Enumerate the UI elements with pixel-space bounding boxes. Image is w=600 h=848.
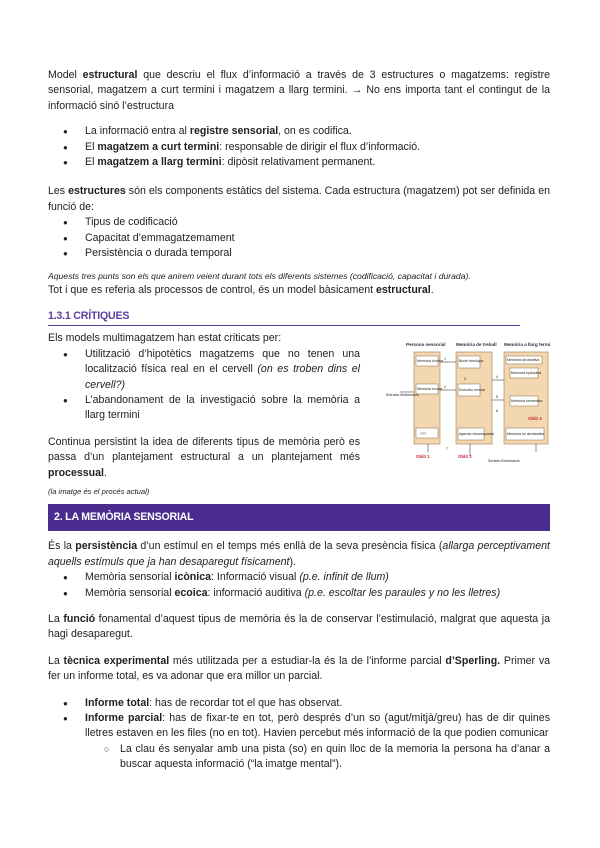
svg-text:Oblit 3: Oblit 3 [528, 416, 542, 421]
svg-text:Agenda visuoespacial: Agenda visuoespacial [459, 432, 494, 436]
svg-text:6: 6 [496, 409, 498, 413]
list-item: ● Capacitat d’emmagatzemament [48, 231, 550, 246]
list-item: ● Informe parcial: has de fixar-te en tot, però després d’un so (agut/mitjà/greu) has de dir quines lletres estaven en les files (no en tot). Havien percebut més informació de la que podien comunicar [48, 711, 550, 742]
critiques-intro: Els models multimagatzem han estat criticats per: [48, 332, 282, 345]
svg-text:Memòria ecoica: Memòria ecoica [417, 387, 443, 391]
list-item: ● Utilització d’hipotètics magatzems que no tenen una localització física real en el cervell (on es troben dins el cervell?) [48, 347, 360, 393]
svg-text:Bucle fonològic: Bucle fonològic [459, 359, 484, 363]
svg-text:Executiu central: Executiu central [459, 388, 485, 392]
critiques-continue: Continua persistint la idea de diferents tipus de memòria però es passa d’un plantejament estructural a un plantejament més processual. [48, 435, 360, 479]
svg-text:Entrada d'informació: Entrada d'informació [386, 393, 419, 397]
svg-text:???: ??? [420, 432, 426, 436]
svg-text:Oblit 1: Oblit 1 [416, 454, 430, 459]
svg-text:Memòria no declarativa: Memòria no declarativa [507, 432, 545, 436]
svg-text:Memòria declarativa: Memòria declarativa [507, 358, 540, 362]
svg-text:2: 2 [444, 385, 446, 389]
list-item: ● La informació entra al registre sensorial, on es codifica. [48, 124, 550, 139]
list-item: ● Memòria sensorial icònica: Informació visual (p.e. infinit de llum) [48, 570, 550, 585]
function-paragraph: La funció fonamental d’aquest tipus de memòria és la de conservar l’estimulació, malgrat que aquesta ja hagi desaparegut. [48, 612, 550, 641]
list-item: ● Informe total: has de recordar tot el que has observat. [48, 696, 550, 711]
structures-paragraph: Les estructures són els components estàtics del sistema. Cada estructura (magatzem) pot ser definida en funció de: [48, 185, 550, 213]
critiques-list [48, 347, 360, 424]
memory-model-diagram [386, 340, 550, 468]
list-item: ● Tipus de codificació [48, 215, 550, 230]
list-item: ● Memòria sensorial ecoica: informació auditiva (p.e. escoltar les paraules y no les lletres) [48, 586, 550, 601]
list-item: ○ La clau és senyalar amb una pista (so) en quin lloc de la memoria la persona ha d’anar a buscar aquesta informació (“la imatge mental”). [48, 742, 550, 773]
image-note: (la imatge és el procés actual) [48, 486, 150, 496]
sensorial-types-list [48, 570, 550, 601]
svg-text:7: 7 [446, 447, 448, 451]
critiques-column [48, 331, 360, 498]
list-item: ● El magatzem a curt termini: responsable de dirigir el flux d’informació. [48, 140, 550, 155]
technique-paragraph: La tècnica experimental més utilitzada per a estudiar-la és la de l’informe parcial d’Sperling. Primer va fer un informe total, es va adonar que era millor un parcial. [48, 654, 551, 683]
diagram-col1-label: Persona sensorial [406, 342, 446, 347]
structure-criteria-list [48, 215, 550, 261]
svg-text:4: 4 [496, 375, 498, 379]
document-page [48, 68, 550, 773]
sub-list [48, 742, 550, 773]
diagram-col2-label: Memòria de treball [456, 342, 497, 347]
stores-list [48, 124, 550, 170]
svg-text:Oblit 2: Oblit 2 [458, 454, 472, 459]
list-item: ● L’abandonament de la investigació sobre la memòria a llarg termini [48, 393, 360, 424]
diagram-col3-label: Memòria a llarg termini [504, 342, 550, 347]
svg-text:Memòria icònica: Memòria icònica [417, 359, 444, 363]
svg-text:3: 3 [464, 377, 466, 381]
section-heading-sensorial: 2. LA MEMÒRIA SENSORIAL [48, 504, 550, 531]
intro-paragraph: Model estructural que descriu el flux d’informació a través de 3 estructures o magatzems: registre sensorial, magatzem a curt termini i magatzem a llarg termini. → No ens importa tant el contingut de la informació sinó l’estructura [48, 69, 550, 112]
section-heading-critiques: 1.3.1 CRÍTIQUES [48, 309, 520, 326]
note-three-points: Aquests tres punts son els que anirem veient durant tots els diferents sistemes (codificació, capacitat i durada). [48, 271, 471, 282]
reports-list [48, 696, 550, 742]
persistence-paragraph: És la persistència d’un estímul en el temps més enllà de la seva presència física (allarga perceptivament aquells estímuls que ja han desaparegut físicament). [48, 540, 550, 568]
svg-text:Sortida d'informació: Sortida d'informació [488, 459, 520, 463]
list-item: ● El magatzem a llarg termini: dipòsit relativament permanent. [48, 155, 550, 170]
svg-text:Memòria episòdica: Memòria episòdica [511, 371, 542, 375]
list-item: ● Persistència o durada temporal [48, 246, 550, 261]
svg-text:1: 1 [444, 357, 446, 361]
control-paragraph: Tot i que es referia als processos de control, és un model bàsicament estructural. [48, 284, 434, 297]
svg-text:5: 5 [496, 395, 498, 399]
svg-text:Memòria semàntica: Memòria semàntica [511, 399, 543, 403]
